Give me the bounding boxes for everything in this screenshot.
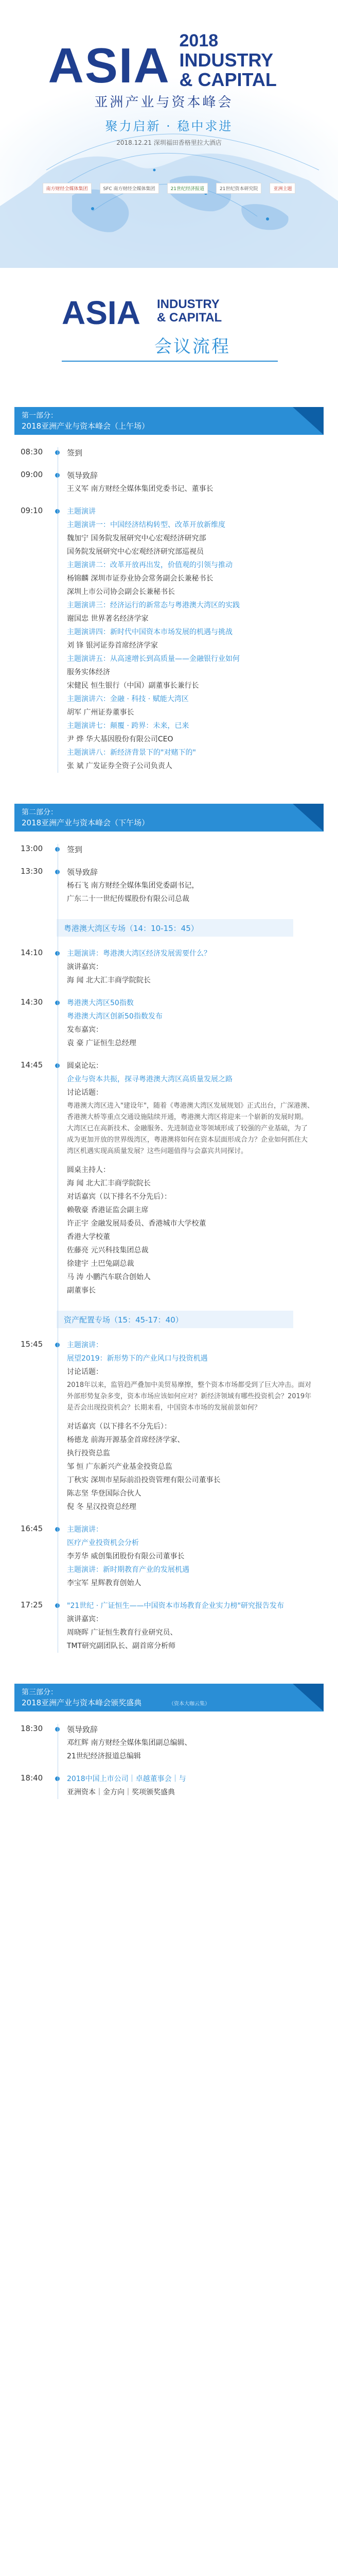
agenda-time: 18:30 — [21, 1724, 43, 1733]
sponsor-logo: 南方财经全媒体集团 — [43, 183, 92, 194]
agenda-item-line: 主题演讲：新时期教育产业的发展机遇 — [67, 1566, 189, 1574]
agenda-logo — [62, 283, 278, 361]
agenda-item-line: 医疗产业投资机会分析 — [67, 1539, 139, 1547]
agenda-item-line: "21世纪 · 广证恒生——中国资本市场教育企业实力榜"研究报告发布 — [67, 1602, 284, 1610]
brand-asia-text: ASIA — [48, 38, 170, 93]
agenda-item-line: 丁秋实 深圳市星际前沿投资管理有限公司董事长 — [67, 1476, 221, 1484]
agenda-item-line: 国务院发展研究中心宏观经济研究部巡视员 — [67, 548, 204, 556]
agenda-item-line: 主题演讲： — [67, 1526, 103, 1534]
section-note: （资本大咖云集） — [169, 1701, 210, 1707]
agenda-item-line: 许正宇 金融发展局委员、香港城市大学校董 — [67, 1219, 206, 1228]
brand-wordmark — [48, 31, 290, 110]
agenda-item-line: 圆桌论坛： — [67, 1062, 103, 1070]
agenda-time: 09:00 — [21, 470, 43, 479]
sponsor-logos — [0, 183, 338, 194]
agenda-title: 会议流程 — [154, 336, 230, 357]
agenda-item-line: 演讲嘉宾： — [67, 963, 103, 971]
agenda-item-line: 粤港澳大湾区50指数 — [67, 999, 134, 1007]
brand-year: 2018 — [179, 31, 219, 50]
agenda-item-line: 佐藤亮 元兴科技集团总裁 — [67, 1246, 149, 1255]
session-subheader-title: 粤港澳大湾区专场（14：10-15：45） — [64, 924, 199, 933]
session-subheader-title: 资产配置专场（15：45-17：40） — [64, 1315, 183, 1325]
session-subheader — [57, 1311, 293, 1328]
event-brand — [0, 31, 338, 110]
agenda-item-line: 广东二十一世纪传媒股份有限公司总裁 — [67, 895, 189, 903]
agenda-item-line: 香港大学校董 — [67, 1233, 110, 1241]
agenda-item-line: 2018中国上市公司｜卓越董事会｜与 — [67, 1775, 186, 1783]
sponsor-logo: 亚洲主题 — [270, 183, 295, 194]
section-header — [14, 407, 324, 435]
agenda-item-line: 周晓晖 广证恒生教育行业研究员、 — [67, 1629, 177, 1637]
agenda-time: 09:10 — [21, 506, 43, 515]
agenda-time: 16:45 — [21, 1524, 43, 1533]
agenda-industry-text: INDUSTRY & CAPITAL — [157, 297, 222, 325]
section-corner-decoration — [293, 407, 324, 435]
agenda-item-line: 张 斌 广发证券全资子公司负责人 — [67, 762, 172, 770]
agenda-item-line: 赖敬豪 香港证监会副主席 — [67, 1206, 149, 1214]
section-title: 2018亚洲产业与资本峰会颁奖盛典 — [22, 1698, 142, 1707]
agenda-item-title: 领导致辞 — [67, 868, 98, 877]
hero-date-venue: 2018.12.21 深圳福田香格里拉大酒店 — [116, 139, 222, 146]
agenda-item-line: 李宝军 星辉教育创始人 — [67, 1579, 141, 1587]
sponsor-logo: SFC 南方财经全媒体集团 — [100, 183, 159, 194]
brand-industry-text: INDUSTRY & CAPITAL — [179, 49, 277, 90]
agenda-time: 14:10 — [21, 948, 43, 957]
agenda-item-title: 领导致辞 — [67, 1725, 98, 1734]
agenda-item-line: 袁 豪 广证恒生总经理 — [67, 1039, 136, 1047]
agenda-item-line: 主题演讲 — [67, 507, 96, 516]
agenda-item-line: 主题演讲一：中国经济结构转型、改革开放新维度 — [67, 521, 225, 529]
section-header — [14, 1684, 324, 1711]
agenda-item-line: 21世纪经济报道总编辑 — [67, 1752, 141, 1760]
hero-banner — [0, 0, 338, 268]
agenda-item-line: 深圳上市公司协会副会长兼秘书长 — [67, 588, 175, 596]
discussion-topic-text: 2018年以来，监管趋严叠加中美贸易摩擦，整个资本市场都受到了巨大冲击。面对外部形势复杂多变，资本市场应该如何应对？新经济领域有哪些投资机会？2019年是否会出现投资机会？长期来看，中国资本市场的发展前景如何？ — [67, 1381, 312, 1412]
section-title: 2018亚洲产业与资本峰会（上午场） — [22, 421, 150, 431]
agenda-item-line: 服务实体经济 — [67, 668, 110, 676]
agenda-item-line: 主题演讲六：金融 · 科技 · 赋能大湾区 — [67, 695, 189, 703]
agenda-item-line: 刘 锋 银河证券首席经济学家 — [67, 641, 158, 650]
agenda-time: 17:25 — [21, 1600, 43, 1609]
agenda-item-line: 海 闻 北大汇丰商学院院长 — [67, 976, 151, 985]
agenda-item-line: 谢国忠 世界著名经济学家 — [67, 615, 149, 623]
agenda-item-line: 发布嘉宾： — [67, 1026, 103, 1034]
agenda-item-line: 主题演讲： — [67, 1341, 103, 1349]
agenda-time: 14:30 — [21, 997, 43, 1007]
agenda-item-title: 领导致辞 — [67, 471, 98, 480]
sponsor-logo: 21世纪经济报道 — [167, 183, 208, 194]
agenda-item-line: 企业与资本共振，探寻粤港澳大湾区高质量发展之路 — [67, 1075, 233, 1083]
agenda-item-title: 签到 — [67, 448, 83, 457]
agenda-item-line: 亚洲资本｜金方向｜奖项颁奖盛典 — [67, 1788, 175, 1797]
agenda-item-line: 魏加宁 国务院发展研究中心宏观经济研究部 — [67, 534, 206, 543]
agenda-time: 08:30 — [21, 447, 43, 456]
agenda-item-line: 马 涛 小鹏汽车联合创始人 — [67, 1273, 151, 1281]
agenda-item-line: 展望2019：新形势下的产业风口与投资机遇 — [67, 1354, 208, 1363]
agenda-time: 15:45 — [21, 1340, 43, 1349]
agenda-item-line: 主题演讲八：新经济背景下的"对赌下的" — [67, 749, 196, 757]
hero-slogan: 聚力启新 · 稳中求进 — [105, 119, 233, 133]
agenda-item-line: 陈志坚 华登国际合伙人 — [67, 1489, 141, 1498]
agenda-item-line: 王义军 南方财经全媒体集团党委书记、董事长 — [67, 485, 214, 493]
agenda-item-line: 执行投资总监 — [67, 1449, 110, 1458]
agenda-item-line: 倪 冬 星汉投资总经理 — [67, 1503, 136, 1511]
session-subheader — [57, 919, 293, 937]
brand-chinese-name: 亚洲产业与资本峰会 — [94, 95, 234, 110]
agenda-item-line: 李芳华 威创集团股份有限公司董事长 — [67, 1552, 185, 1561]
section-part-label: 第三部分： — [22, 1688, 58, 1697]
agenda-item-line: 圆桌主持人： — [67, 1166, 110, 1174]
agenda-header — [0, 268, 338, 402]
agenda-item-line: 胡军 广州证券董事长 — [67, 708, 134, 717]
section-header — [14, 804, 324, 832]
agenda-item-line: TMT研究副团队长、副首席分析师 — [67, 1642, 176, 1650]
agenda-time: 13:00 — [21, 844, 43, 853]
agenda-item-line: 讨论话题： — [67, 1368, 103, 1376]
agenda-asia-text: ASIA — [62, 294, 140, 331]
agenda-item-line: 主题演讲四：新时代中国资本市场发展的机遇与挑战 — [67, 628, 233, 636]
agenda-item-line: 邹 恒 广东新兴产业基金投资总监 — [67, 1463, 172, 1471]
agenda-divider — [62, 361, 278, 362]
agenda-time: 18:40 — [21, 1773, 43, 1783]
agenda-item-line: 副董事长 — [67, 1286, 96, 1295]
section-corner-decoration — [293, 804, 324, 832]
agenda-item-line: 讨论话题： — [67, 1089, 103, 1097]
agenda-item-line: 主题演讲三：经济运行的新常态与粤港澳大湾区的实践 — [67, 601, 240, 609]
agenda-time: 14:45 — [21, 1060, 43, 1070]
agenda-item-line: 宋健民 恒生银行（中国）副董事长兼行长 — [67, 682, 199, 690]
agenda-item-line: 杨石飞 南方财经全媒体集团党委副书记， — [67, 882, 199, 890]
agenda-item-line: 主题演讲七：颠覆 · 跨界：未来，已来 — [67, 722, 189, 730]
discussion-topic-text: 粤港澳大湾区进入"建设年"，随着《粤港澳大湾区发展规划》正式出台，广深港澳、香港澳大桥等重点交通设施陆续开通，粤港澳大湾区将迎来一个崭新的发展时期。大湾区已在高新技术、金融服务、先进制造业等领域形成了较强的产业基础，为了成为更加开放的世界级湾区，粤港澳将如何在资本层面形成合力？企业如何抓住大湾区机遇实现高质量发展？这些问题值得与会嘉宾共同探讨。 — [67, 1102, 314, 1155]
agenda-item-line: 杨锦麟 深圳市证券业协会常务副会长兼秘书长 — [67, 574, 214, 583]
agenda-item-line: 对话嘉宾（以下排名不分先后）： — [67, 1422, 171, 1431]
agenda-item-line: 徐建宇 土巴兔副总裁 — [67, 1260, 134, 1268]
agenda-item-line: 主题演讲：粤港澳大湾区经济发展需要什么？ — [67, 950, 211, 958]
agenda-time: 13:30 — [21, 867, 43, 876]
agenda-item-line: 对话嘉宾（以下排名不分先后）： — [67, 1193, 171, 1201]
sponsor-logo: 21世纪资本研究院 — [216, 183, 261, 194]
agenda-item-title: 签到 — [67, 845, 83, 854]
agenda-item-line: 主题演讲二：改革开放再出发，价值观的引领与推动 — [67, 561, 233, 569]
section-part-label: 第一部分： — [22, 412, 58, 420]
agenda-item-line: 邓红辉 南方财经全媒体集团副总编辑、 — [67, 1739, 192, 1747]
agenda-item-line: 演讲嘉宾： — [67, 1615, 103, 1623]
agenda-item-line: 尹 烨 华大基因股份有限公司CEO — [67, 735, 173, 743]
agenda-item-line: 杨德龙 前海开源基金首席经济学家、 — [67, 1436, 185, 1444]
agenda-item-line: 海 闻 北大汇丰商学院院长 — [67, 1179, 151, 1188]
section-corner-decoration — [293, 1684, 324, 1711]
section-part-label: 第二部分： — [22, 808, 58, 817]
agenda-item-line: 粤港澳大湾区创新50指数发布 — [67, 1012, 163, 1021]
section-title: 2018亚洲产业与资本峰会（下午场） — [22, 818, 150, 827]
agenda-item-line: 主题演讲五：从高速增长到高质量——金融银行业如何 — [67, 655, 240, 663]
